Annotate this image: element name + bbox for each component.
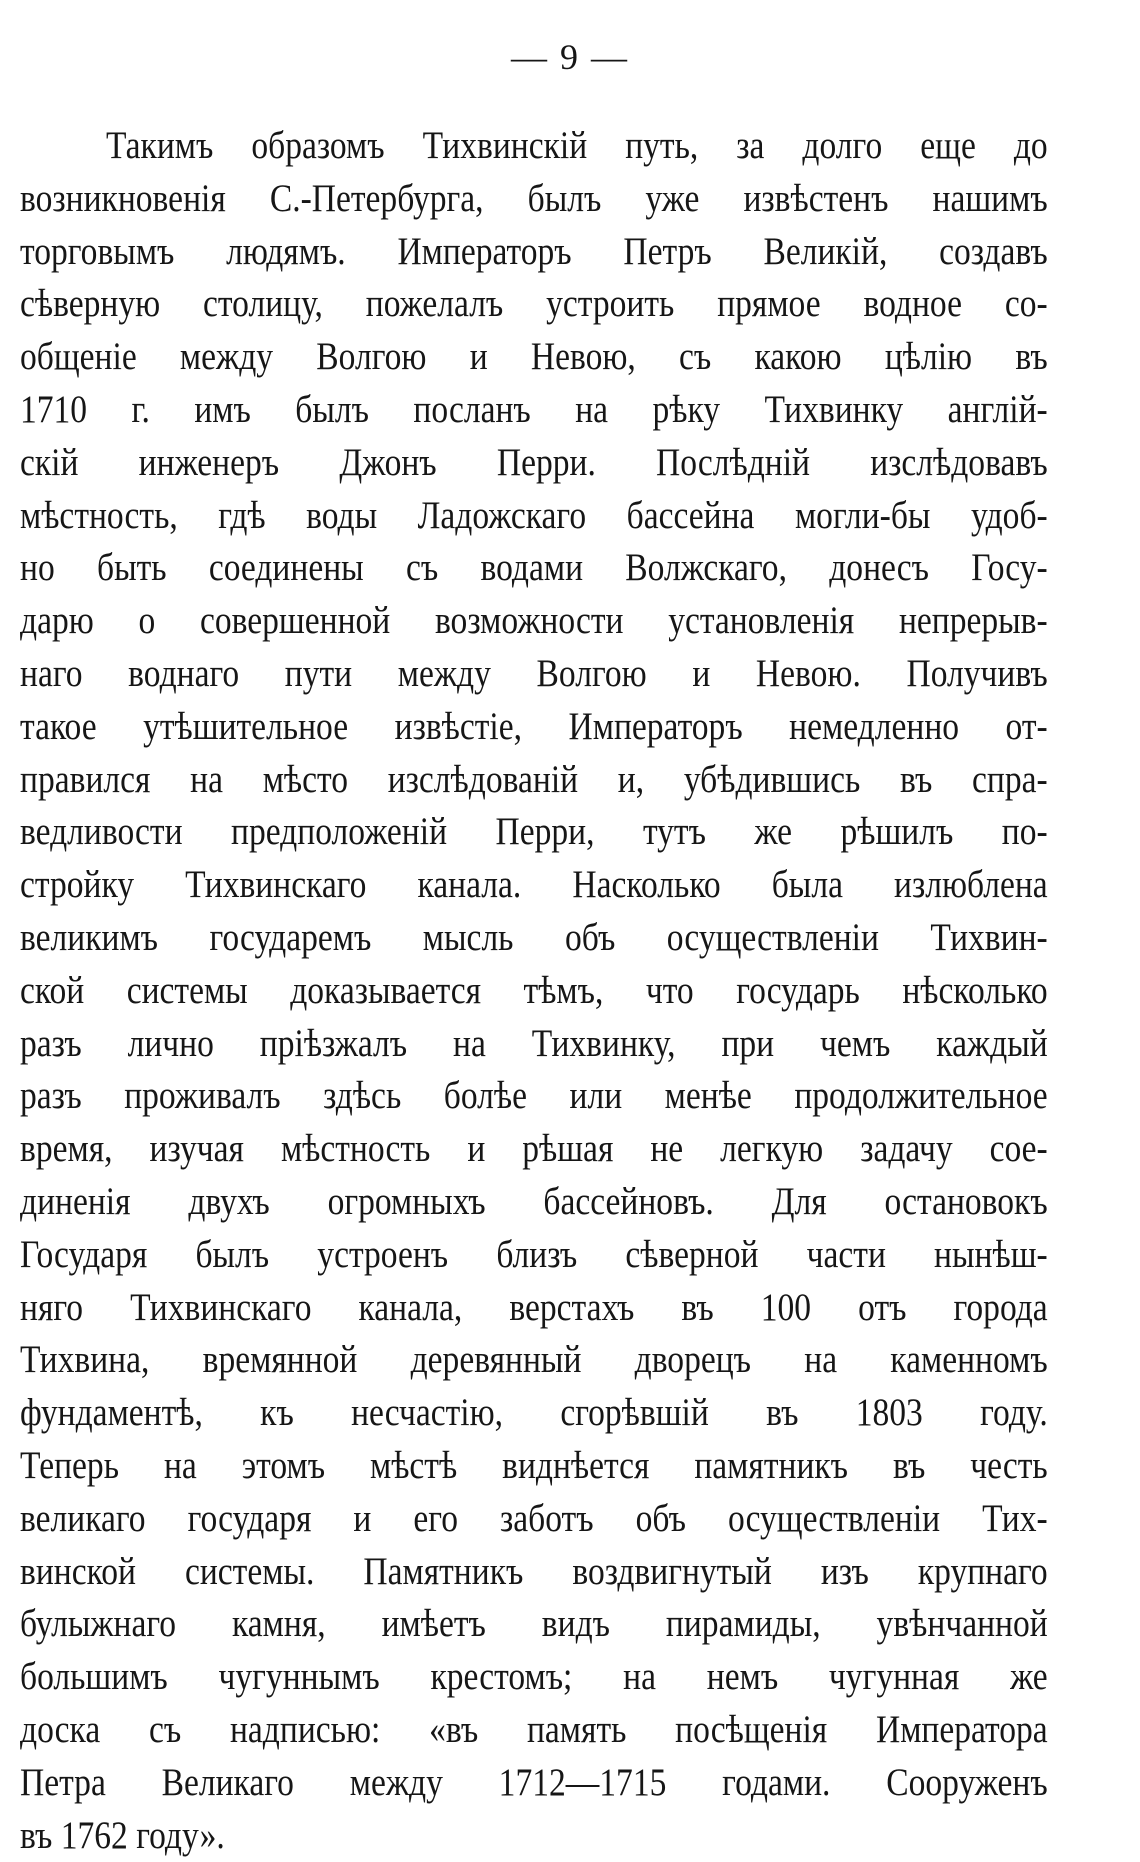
text-line: наго воднаго пути между Волгою и Невою. Получивъ [20, 648, 1048, 701]
text-line: Петра Великаго между 1712—1715 годами. Сооруженъ [20, 1757, 1048, 1810]
text-line: Теперь на этомъ мѣстѣ виднѣется памятникъ въ честь [20, 1440, 1048, 1493]
text-line: правился на мѣсто изслѣдованій и, убѣдившись въ спра- [20, 754, 1048, 807]
text-line: ской системы доказывается тѣмъ, что государь нѣсколько [20, 965, 1048, 1018]
text-line: великаго государя и его заботъ объ осуществленіи Тих- [20, 1493, 1048, 1546]
text-line: въ 1762 году». [20, 1810, 1048, 1862]
page-number: — 9 — [0, 36, 1140, 78]
text-line: диненія двухъ огромныхъ бассейновъ. Для остановокъ [20, 1176, 1048, 1229]
text-line: время, изучая мѣстность и рѣшая не легкую задачу сое- [20, 1123, 1048, 1176]
text-line: стройку Тихвинскаго канала. Насколько была излюблена [20, 859, 1048, 912]
text-line: дарю о совершенной возможности установленія непрерыв- [20, 595, 1048, 648]
text-line: торговымъ людямъ. Императоръ Петръ Великій, создавъ [20, 226, 1048, 279]
text-line: доска съ надписью: «въ память посѣщенія Императора [20, 1704, 1048, 1757]
text-line: 1710 г. имъ былъ посланъ на рѣку Тихвинку англій- [20, 384, 1048, 437]
text-line: большимъ чугуннымъ крестомъ; на немъ чугунная же [20, 1651, 1048, 1704]
text-line: фундаментѣ, къ несчастію, сгорѣвшій въ 1803 году. [20, 1387, 1048, 1440]
text-line: такое утѣшительное извѣстіе, Императоръ немедленно от- [20, 701, 1048, 754]
text-line: великимъ государемъ мысль объ осуществленіи Тихвин- [20, 912, 1048, 965]
text-line: разъ проживалъ здѣсь болѣе или менѣе продолжительное [20, 1070, 1048, 1123]
text-line: мѣстность, гдѣ воды Ладожскаго бассейна могли-бы удоб- [20, 490, 1048, 543]
text-line: возникновенія С.-Петербурга, былъ уже извѣстенъ нашимъ [20, 173, 1048, 226]
text-line: винской системы. Памятникъ воздвигнутый изъ крупнаго [20, 1546, 1048, 1599]
text-line: булыжнаго камня, имѣетъ видъ пирамиды, увѣнчанной [20, 1598, 1048, 1651]
text-line: сѣверную столицу, пожелалъ устроить прямое водное со- [20, 278, 1048, 331]
text-line: ведливости предположеній Перри, тутъ же рѣшилъ по- [20, 806, 1048, 859]
text-line: Такимъ образомъ Тихвинскій путь, за долго еще до [20, 120, 1048, 173]
paragraph [20, 120, 1048, 1862]
text-line: няго Тихвинскаго канала, верстахъ въ 100 отъ города [20, 1282, 1048, 1335]
text-line: общеніе между Волгою и Невою, съ какою цѣлію въ [20, 331, 1048, 384]
text-line: но быть соединены съ водами Волжскаго, донесъ Госу- [20, 542, 1048, 595]
text-line: скій инженеръ Джонъ Перри. Послѣдній изслѣдовавъ [20, 437, 1048, 490]
text-line: разъ лично пріѣзжалъ на Тихвинку, при чемъ каждый [20, 1018, 1048, 1071]
text-line: Государя былъ устроенъ близъ сѣверной части нынѣш- [20, 1229, 1048, 1282]
text-line: Тихвина, времянной деревянный дворецъ на каменномъ [20, 1334, 1048, 1387]
